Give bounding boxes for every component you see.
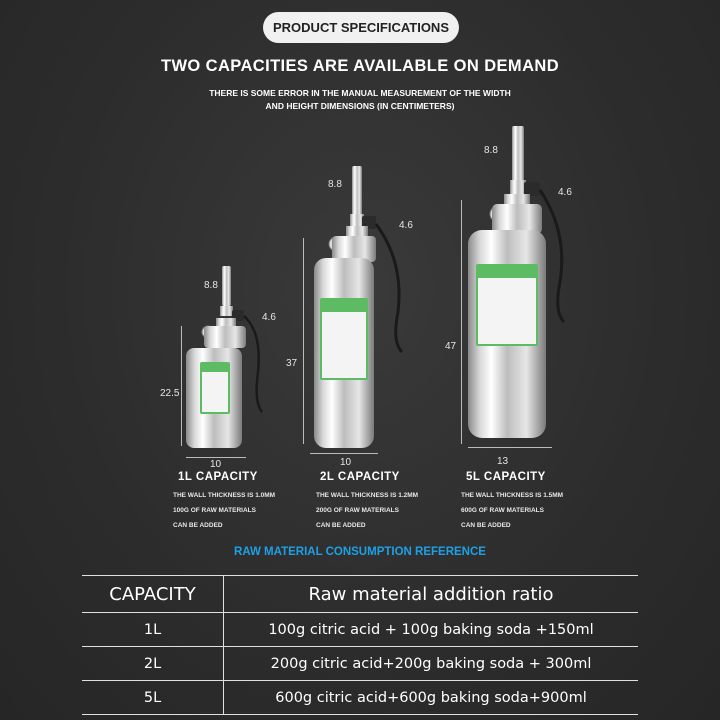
bottle-5l-valve-height: 8.8 (484, 145, 498, 156)
table-row (82, 681, 638, 715)
bottle-5l-width-line (468, 447, 552, 448)
section-badge: PRODUCT SPECIFICATIONS (263, 12, 459, 43)
table-row (82, 613, 638, 647)
table-cell-capacity: 5L (82, 681, 224, 715)
bottle-2l-height-line (303, 238, 304, 444)
bottle-2l-image (306, 162, 416, 462)
headline: TWO CAPACITIES ARE AVAILABLE ON DEMAND (160, 57, 560, 75)
table-cell-capacity: 2L (82, 647, 224, 681)
bottle-5l-notes: THE WALL THICKNESS IS 1.5MM 600G OF RAW MATERIALS CAN BE ADDED (461, 492, 564, 529)
bottle-1l-valve-width: 4.6 (262, 312, 276, 323)
bottle-1l-capacity: 1L CAPACITY (178, 471, 258, 483)
consumption-table (82, 575, 638, 715)
bottle-1l-valve-height: 8.8 (204, 280, 218, 291)
table-cell-capacity: 1L (82, 613, 224, 647)
bottle-2l-valve-width: 4.6 (399, 220, 413, 231)
bottle-5l-valve-width: 4.6 (558, 187, 572, 198)
bottle-5l-height: 47 (445, 341, 457, 352)
bottle-1l-notes: THE WALL THICKNESS IS 1.0MM 100G OF RAW MATERIALS CAN BE ADDED (173, 492, 276, 529)
bottle-2l-width: 10 (340, 457, 352, 468)
bottle-1l-height: 22.5 (160, 388, 180, 399)
bottle-2l-valve-height: 8.8 (328, 179, 342, 190)
bottle-2l-height: 37 (286, 358, 298, 369)
measurement-note-line-2: AND HEIGHT DIMENSIONS (IN CENTIMETERS) (265, 101, 455, 111)
table-cell-ratio: 600g citric acid+600g baking soda+900ml (224, 681, 639, 715)
bottle-5l-image (456, 122, 576, 462)
table-cell-ratio: 200g citric acid+200g baking soda + 300ml (224, 647, 639, 681)
table-cell-ratio: 100g citric acid + 100g baking soda +150ml (224, 613, 639, 647)
bottle-1l-width-line (186, 457, 246, 458)
bottle-1l-height-line (181, 326, 182, 446)
bottle-1l-image (180, 262, 270, 462)
bottle-5l-width: 13 (497, 456, 509, 467)
bottle-5l-height-line (461, 200, 462, 444)
table-row (82, 647, 638, 681)
bottle-5l-capacity: 5L CAPACITY (466, 471, 546, 483)
bottle-2l-notes: THE WALL THICKNESS IS 1.2MM 200G OF RAW MATERIALS CAN BE ADDED (316, 492, 419, 529)
table-header-ratio: Raw material addition ratio (224, 576, 639, 613)
measurement-note-line-1: THERE IS SOME ERROR IN THE MANUAL MEASUREMENT OF THE WIDTH (209, 88, 511, 98)
reference-title: RAW MATERIAL CONSUMPTION REFERENCE (234, 546, 486, 558)
bottle-1l-width: 10 (210, 459, 222, 470)
bottle-2l-capacity: 2L CAPACITY (320, 471, 400, 483)
table-header-row (82, 576, 638, 613)
bottle-2l-width-line (310, 453, 378, 454)
table-header-capacity: CAPACITY (82, 576, 224, 613)
measurement-note (0, 87, 720, 113)
